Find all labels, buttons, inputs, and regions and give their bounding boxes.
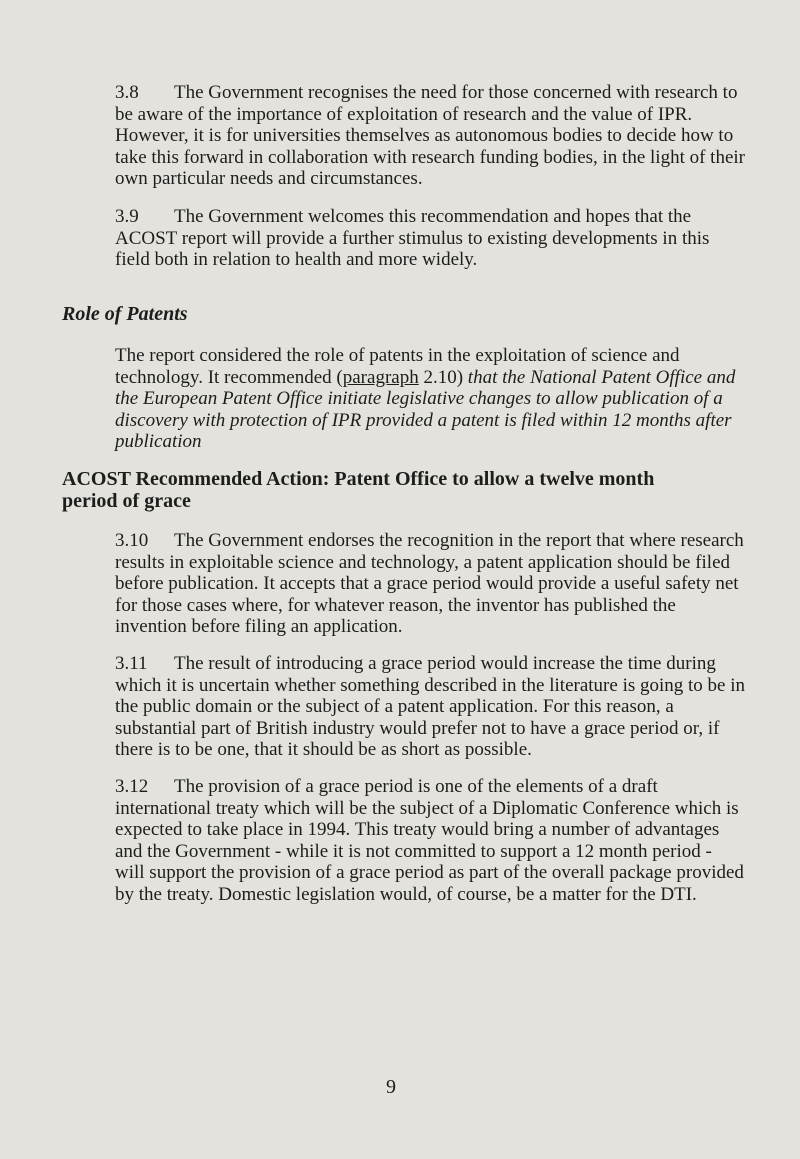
paragraph-text: The Government recognises the need for those concerned with research to be aware of the importance of exploitation of research and the value of IPR. However, it is for universities themselves as autonomous bodies to decide how to take this forward in collaboration with research funding bodies, in the light of their own particular needs and circumstances.	[115, 82, 745, 189]
paragraph-text: The Government endorses the recognition in the report that where research results in exploitable science and technology, a patent application should be filed before publication. It accepts that a grace period would provide a useful safety net for those cases where, for whatever reason, the inventor has published the invention before filing an application.	[115, 530, 744, 637]
paragraph-number: 3.9	[115, 206, 139, 227]
paragraph-3-8	[115, 82, 745, 190]
paragraph-number: 3.10	[115, 530, 149, 551]
paragraph-3-12	[115, 776, 745, 905]
paragraph-number: 3.8	[115, 82, 139, 103]
section-heading-role-of-patents: Role of Patents	[62, 303, 188, 325]
paragraph-role-of-patents	[115, 345, 745, 453]
page-number: 9	[386, 1076, 396, 1098]
paragraph-text: The provision of a grace period is one of the elements of a draft international treaty which will be the subject of a Diplomatic Conference which is expected to take place in 1994. This treaty would bring a number of advantages and the Government - while it is not committed to support a 12 month period - will support the provision of a grace period as part of the overall package provided by the treaty. Domestic legislation would, of course, be a matter for the DTI.	[115, 776, 744, 905]
paragraph-3-10	[115, 530, 745, 638]
paragraph-link-word: paragraph	[342, 366, 419, 388]
paragraph-text: The report considered the role of patents in the exploitation of science and technology. It recommended (	[115, 345, 680, 388]
paragraph-number: 3.12	[115, 776, 149, 797]
acost-action-heading: ACOST Recommended Action: Patent Office to allow a twelve month period of grace	[62, 468, 655, 512]
paragraph-number: 3.11	[115, 653, 148, 674]
paragraph-3-9	[115, 206, 745, 271]
paragraph-text: The Government welcomes this recommendation and hopes that the ACOST report will provide a further stimulus to existing developments in this field both in relation to health and more widely.	[115, 206, 710, 270]
paragraph-reference: 2.10)	[418, 366, 468, 388]
recommendation-quote: that the National Patent Office and the European Patent Office initiate legislative changes to allow publication of a discovery with protection of IPR provided a patent is filed within 12 months after publication	[115, 366, 736, 452]
paragraph-3-11	[115, 653, 745, 761]
paragraph-text: The result of introducing a grace period would increase the time during which it is uncertain whether something described in the literature is going to be in the public domain or the subject of a patent application. For this reason, a substantial part of British industry would prefer not to have a grace period or, if there is to be one, that it should be as short as possible.	[115, 653, 746, 760]
